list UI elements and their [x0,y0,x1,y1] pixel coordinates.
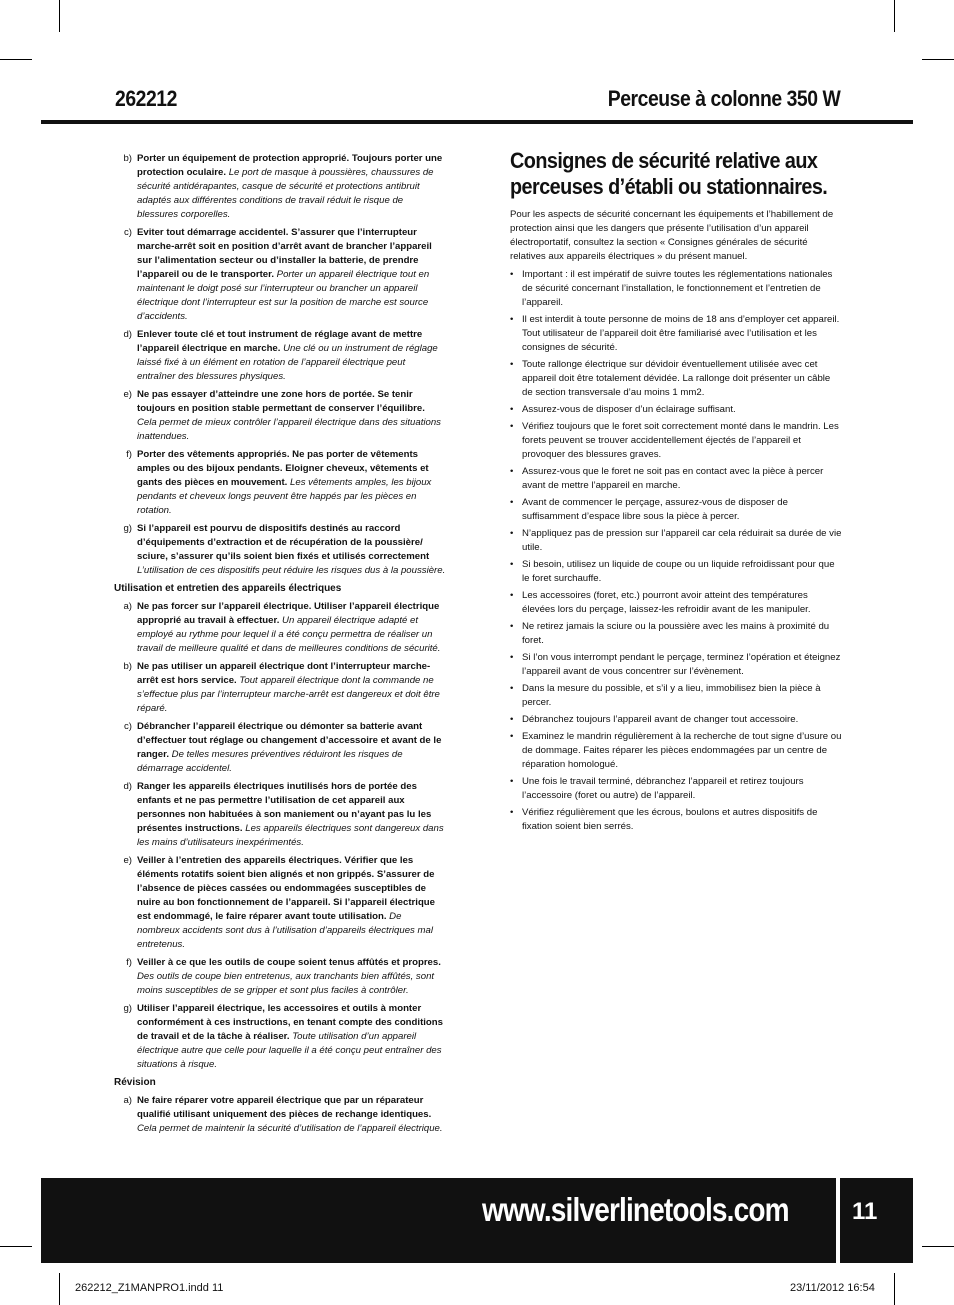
bullet-text: Une fois le travail terminé, débranchez l’appareil et retirez toujours l’accessoire (foret ou autre) de l’appareil. [522,776,804,801]
item-italic-text: Un appareil électrique adapté et employé au rythme pour lequel il a été conçu permettra de réaliser un travail de meilleure qualité et dans de meilleures conditions de sécurité. [137,615,441,654]
item-italic-text: Cela permet de mieux contrôler l’appareil électrique dans des situations inattendues. [137,417,441,442]
bullet-item [510,313,842,355]
bullet-list [510,268,842,834]
list-item [114,388,446,444]
bullet-item [510,358,842,400]
bullet-glyph: • [510,714,514,725]
item-marker: d) [123,781,132,792]
item-italic-text: Des outils de coupe bien entretenus, aux tranchants bien affûtés, sont moins susceptibles de se gripper et sont plus faciles à contrôler. [137,971,435,996]
crop-mark [922,1246,954,1247]
item-marker: f) [126,449,132,460]
bullet-glyph: • [510,466,514,477]
item-italic-text: De telles mesures préventives réduiront les risques de démarrage accidentel. [137,749,403,774]
safety-list-use [114,600,446,1072]
crop-mark [922,59,954,60]
bullet-glyph: • [510,621,514,632]
list-item [114,522,446,578]
item-bold-text: Si l’appareil est pourvu de dispositifs destinés au raccord d’équipements d’extraction et de récupération de la poussière/ sciure, s’assurer qu’ils soient bien fixés et utilisés correctement [137,523,430,562]
bullet-item [510,558,842,586]
item-bold-text: Débrancher l’appareil électrique ou démonter sa batterie avant d’effectuer tout réglage ou changement d’accessoire et avant de le ranger. [137,721,442,760]
bullet-glyph: • [510,404,514,415]
bullet-item [510,403,842,417]
bullet-item [510,527,842,555]
list-item [114,448,446,518]
item-text [137,854,446,952]
footer-separator [836,1178,840,1263]
bullet-text: Examinez le mandrin régulièrement à la recherche de tout signe d’usure ou de dommage. Faites réparer les pièces endommagées par un centre de réparation homologué. [522,731,842,770]
crop-mark [0,59,32,60]
bullet-glyph: • [510,590,514,601]
item-bold-text: Veiller à ce que les outils de coupe soient tenus affûtés et propres. [137,957,441,968]
bullet-glyph: • [510,421,514,432]
crop-mark [894,1273,895,1305]
product-code: 262212 [115,86,177,111]
bullet-item [510,420,842,462]
item-marker: c) [124,227,132,238]
bullet-glyph: • [510,807,514,818]
item-text [137,152,446,222]
bullet-glyph: • [510,559,514,570]
item-bold-text: Ranger les appareils électriques inutilisés hors de portée des enfants et ne pas permettre l’utilisation de cet appareil aux personnes non habituées à son maniement ou n’ayant pas lu les présentes instructions. [137,781,432,834]
bullet-text: Important : il est impératif de suivre toutes les réglementations nationales de sécurité concernant l’installation, le fonctionnement et l’entretien de l’appareil. [522,269,833,308]
website-url: www.silverlinetools.com [482,1191,789,1228]
bullet-item [510,268,842,310]
item-marker: b) [123,153,132,164]
page-number: 11 [852,1198,878,1225]
bullet-text: Assurez-vous de disposer d’un éclairage suffisant. [522,404,736,415]
item-bold-text: Ne pas forcer sur l’appareil électrique. Utiliser l’appareil électrique approprié au travail à effectuer. [137,601,440,626]
item-marker: a) [123,601,132,612]
list-item [114,152,446,222]
item-text [137,956,446,998]
item-marker: e) [123,855,132,866]
safety-list-general [114,152,446,578]
intro-paragraph: Pour les aspects de sécurité concernant les équipements et l’habillement de protection ainsi que les dangers que présente l’utilisation d’un appareil électroportatif, consultez la section « Consignes générales de sécurité relatives aux appareils électriques » du présent manuel. [510,209,834,262]
slug-date: 23/11/2012 16:54 [790,1282,875,1294]
bullet-glyph: • [510,652,514,663]
bullet-text: Si besoin, utilisez un liquide de coupe ou un liquide refroidissant pour que le foret surchauffe. [522,559,835,584]
item-italic-text: Cela permet de maintenir la sécurité d’utilisation de l’appareil électrique. [137,1123,443,1134]
item-text [137,720,446,776]
bullet-text: Assurez-vous que le foret ne soit pas en contact avec la pièce à percer avant de mettre l’appareil en marche. [522,466,824,491]
bullet-text: Ne retirez jamais la sciure ou la poussière avec les mains à proximité du foret. [522,621,830,646]
bullet-item [510,651,842,679]
item-text [137,600,446,656]
bullet-item [510,465,842,493]
bullet-text: Les accessoires (foret, etc.) pourront avoir atteint des températures élevées lors du perçage, laissez-les refroidir avant de les manipuler. [522,590,811,615]
bullet-text: N’appliquez pas de pression sur l’appareil car cela réduirait sa durée de vie utile. [522,528,842,553]
item-bold-text: Enlever toute clé et tout instrument de réglage avant de mettre l’appareil électrique en marche. [137,329,423,354]
item-italic-text: Tout appareil électrique dont la commande ne s’effectue plus par l’interrupteur marche-arrêt est dangereux et doit être réparé. [137,675,440,714]
section-heading-service: Révision [114,1077,156,1088]
bullet-text: Débranchez toujours l’appareil avant de changer tout accessoire. [522,714,799,725]
bullet-item [510,589,842,617]
item-bold-text: Veiller à l’entretien des appareils électriques. Vérifier que les éléments rotatifs soient bien alignés et non grippés. S’assurer de l’absence de pièces cassées ou endommagées susceptibles de nuire au bon fonctionnement de l’appareil. Si l’appareil électrique est endommagé, le faire réparer avant toute utilisation. [137,855,435,922]
bullet-text: Avant de commencer le perçage, assurez-vous de disposer de suffisamment d’espace libre sous la pièce à percer. [522,497,788,522]
bullet-text: Dans la mesure du possible, et s’il y a lieu, immobilisez bien la pièce à percer. [522,683,821,708]
bullet-text: Vérifiez toujours que le foret soit correctement monté dans le mandrin. Les forets peuvent se trouver accidentellement éjectés de l’appareil et provoquer des blessures graves. [522,421,839,460]
item-bold-text: Porter des vêtements appropriés. Ne pas porter de vêtements amples ou des bijoux pendants. Eloigner cheveux, vêtements et gants des pièces en mouvement. [137,449,429,488]
item-text [137,780,446,850]
item-italic-text: Une clé ou un instrument de réglage laissé fixé à un élément en rotation de l’appareil électrique peut entraîner des blessures physiques. [137,343,438,382]
bullet-text: Il est interdit à toute personne de moins de 18 ans d’employer cet appareil. Tout utilisateur de l’appareil doit être familiarisé avec l’utilisation et les consignes de sécurité. [522,314,840,353]
item-text [137,448,446,518]
item-italic-text: De nombreux accidents sont dus à l’utilisation d’appareils électriques mal entretenus. [137,911,433,950]
list-item [114,956,446,998]
list-item [114,226,446,324]
safety-list-service [114,1094,446,1136]
bullet-item [510,806,842,834]
item-bold-text: Ne pas essayer d’atteindre une zone hors de portée. Se tenir toujours en position stable permettant de conserver l’équilibre. [137,389,425,414]
item-bold-text: Ne faire réparer votre appareil électrique que par un réparateur qualifié utilisant uniquement des pièces de rechange identiques. [137,1095,432,1120]
section-heading-use: Utilisation et entretien des appareils électriques [114,583,342,594]
bullet-glyph: • [510,731,514,742]
bullet-glyph: • [510,359,514,370]
right-column [510,148,842,837]
list-item [114,328,446,384]
item-text [137,660,446,716]
item-marker: e) [123,389,132,400]
bullet-item [510,730,842,772]
item-bold-text: Porter un équipement de protection approprié. Toujours porter une protection oculaire. [137,153,443,178]
bullet-glyph: • [510,269,514,280]
item-italic-text: L’utilisation de ces dispositifs peut réduire les risques dus à la poussière. [137,565,446,576]
bullet-item [510,620,842,648]
bullet-item [510,775,842,803]
bullet-item [510,682,842,710]
item-text [137,388,446,444]
item-bold-text: Utiliser l’appareil électrique, les accessoires et outils à monter conformément à ces instructions, en tenant compte des conditions de travail et de la tâche à réaliser. [137,1003,443,1042]
bullet-text: Si l’on vous interrompt pendant le perçage, terminez l’opération et éteignez l’appareil avant de vous concentrer sur l’évènement. [522,652,841,677]
bullet-text: Vérifiez régulièrement que les écrous, boulons et autres dispositifs de fixation soient bien serrés. [522,807,818,832]
item-marker: c) [124,721,132,732]
left-column [114,152,446,1140]
item-italic-text: Les vêtements amples, les bijoux pendants et cheveux longs peuvent être happés par les pièces en rotation. [137,477,432,516]
bullet-text: Toute rallonge électrique sur dévidoir éventuellement utilisée avec cet appareil doit être totalement dévidée. La rallonge doit présenter un câble de section transversale d’au moins 1 mm2. [522,359,831,398]
item-italic-text: Le port de masque à poussières, chaussures de sécurité antidérapantes, casque de sécurité et protections antibruit adaptés aux différentes conditions de travail réduit le risque de blessures corporelles. [137,167,434,220]
item-italic-text: Les appareils électriques sont dangereux dans les mains d’utilisateurs inexpérimentés. [137,823,444,848]
item-marker: b) [123,661,132,672]
list-item [114,1002,446,1072]
section-heading-drill: Consignes de sécurité relative aux perceuses d’établi ou stationnaires. [510,148,828,199]
bullet-glyph: • [510,497,514,508]
item-text [137,1002,446,1072]
list-item [114,660,446,716]
bullet-glyph: • [510,528,514,539]
item-marker: d) [123,329,132,340]
crop-mark [59,0,60,32]
item-marker: a) [123,1095,132,1106]
crop-mark [59,1273,60,1305]
bullet-item [510,496,842,524]
bullet-glyph: • [510,314,514,325]
crop-mark [0,1246,32,1247]
item-marker: f) [126,957,132,968]
bullet-item [510,713,842,727]
item-bold-text: Eviter tout démarrage accidentel. S’assurer que l’interrupteur marche-arrêt soit en position d’arrêt avant de brancher l’appareil sur l’alimentation secteur ou d’installer la batterie, de prendre l’appareil ou de le transporter. [137,227,432,280]
list-item [114,1094,446,1136]
item-text [137,1094,446,1136]
item-text [137,226,446,324]
item-marker: g) [123,1003,132,1014]
list-item [114,600,446,656]
list-item [114,854,446,952]
list-item [114,720,446,776]
crop-mark [894,0,895,32]
item-marker: g) [123,523,132,534]
header-rule [41,120,913,124]
item-italic-text: Toute utilisation d’un appareil électrique autre que celle pour laquelle il a été conçu peut entraîner des situations à risque. [137,1031,442,1070]
item-text [137,522,446,578]
list-item [114,780,446,850]
item-italic-text: Porter un appareil électrique tout en maintenant le doigt posé sur l’interrupteur ou brancher un appareil électrique dont l’interrupteur est sur la position de marche est source d’accidents. [137,269,430,322]
bullet-glyph: • [510,683,514,694]
page-title: Perceuse à colonne 350 W [607,86,840,111]
bullet-glyph: • [510,776,514,787]
item-text [137,328,446,384]
slug-filename: 262212_Z1MANPRO1.indd 11 [75,1282,224,1294]
item-bold-text: Ne pas utiliser un appareil électrique dont l’interrupteur marche-arrêt est hors service. [137,661,431,686]
